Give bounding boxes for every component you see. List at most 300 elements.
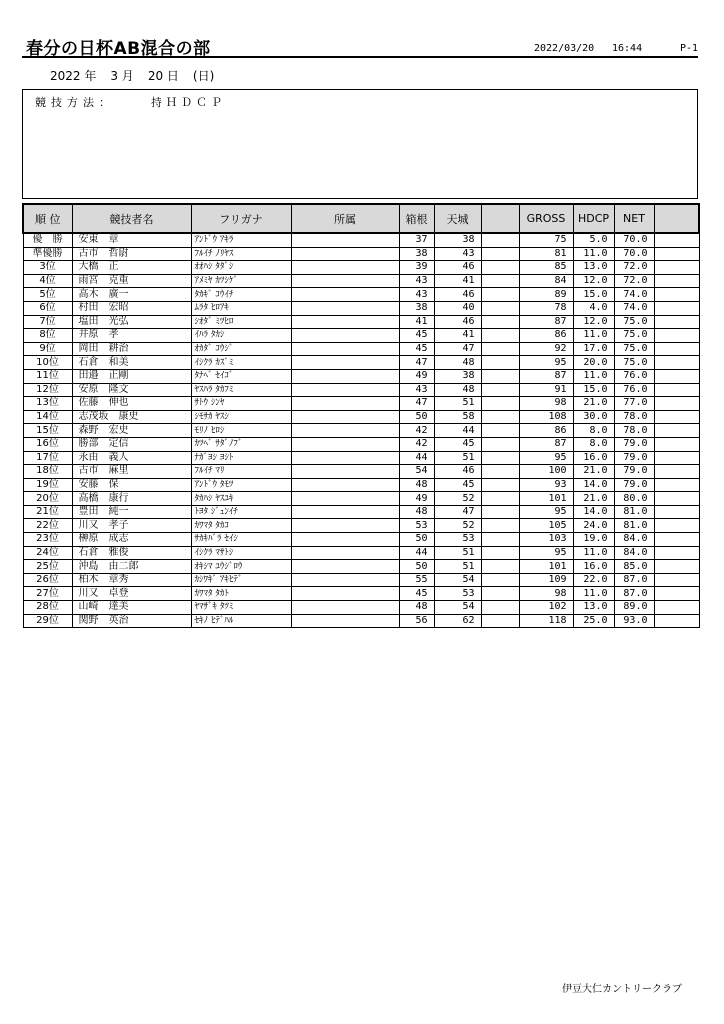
table-row [23,424,699,438]
cell-empty [654,519,699,533]
cell-in: 46 [434,315,481,329]
cell-rank: 18位 [23,465,72,479]
cell-out: 53 [399,519,434,533]
cell-net: 70.0 [614,233,654,247]
cell-empty [654,383,699,397]
cell-net: 79.0 [614,451,654,465]
cell-gross: 91 [519,383,573,397]
cell-out: 45 [399,587,434,601]
cell-empty [481,424,519,438]
method-label: 競技方法： [35,96,115,109]
cell-gross: 100 [519,465,573,479]
table-row [23,356,699,370]
cell-gross: 118 [519,614,573,628]
cell-hdcp: 16.0 [573,560,614,574]
cell-out: 54 [399,465,434,479]
cell-empty [654,369,699,383]
cell-net: 78.0 [614,410,654,424]
cell-aff [291,342,399,356]
cell-net: 75.0 [614,342,654,356]
cell-empty [481,587,519,601]
cell-aff [291,247,399,261]
cell-empty [481,301,519,315]
cell-kana: ｲｼｸﾗ ﾏｻﾄｼ [191,546,291,560]
col-gross: GROSS [519,204,573,233]
cell-in: 46 [434,465,481,479]
event-weekday: (日) [192,69,215,83]
cell-in: 51 [434,546,481,560]
cell-gross: 101 [519,492,573,506]
cell-gross: 102 [519,601,573,615]
cell-name: 石倉 和美 [72,356,191,370]
cell-aff [291,519,399,533]
table-row [23,492,699,506]
header-divider [22,56,698,58]
table-row [23,233,699,247]
cell-hdcp: 21.0 [573,397,614,411]
cell-kana: ﾀﾅﾍﾞ ｾｲｺﾞ [191,369,291,383]
cell-gross: 75 [519,233,573,247]
cell-in: 51 [434,451,481,465]
method-value: 持ＨＤＣＰ [151,96,226,109]
cell-gross: 101 [519,560,573,574]
cell-hdcp: 15.0 [573,288,614,302]
cell-out: 43 [399,383,434,397]
table-row [23,573,699,587]
col-extra [654,204,699,233]
cell-empty [654,397,699,411]
cell-name: 沖島 由二郎 [72,560,191,574]
cell-gross: 95 [519,505,573,519]
cell-kana: ﾀｶﾊｼ ﾔｽﾕｷ [191,492,291,506]
cell-out: 45 [399,329,434,343]
cell-in: 46 [434,261,481,275]
cell-in: 38 [434,233,481,247]
cell-empty [481,369,519,383]
cell-aff [291,383,399,397]
cell-empty [481,383,519,397]
cell-aff [291,614,399,628]
cell-net: 74.0 [614,288,654,302]
results-table [22,203,700,628]
cell-hdcp: 11.0 [573,369,614,383]
cell-rank: 7位 [23,315,72,329]
cell-hdcp: 11.0 [573,329,614,343]
cell-out: 39 [399,261,434,275]
cell-in: 48 [434,356,481,370]
cell-in: 62 [434,614,481,628]
cell-rank: 12位 [23,383,72,397]
cell-in: 51 [434,560,481,574]
cell-empty [654,451,699,465]
col-blank [481,204,519,233]
cell-out: 49 [399,492,434,506]
table-row [23,247,699,261]
cell-empty [481,519,519,533]
cell-name: 山崎 達美 [72,601,191,615]
cell-hdcp: 15.0 [573,383,614,397]
cell-rank: 16位 [23,437,72,451]
cell-empty [654,233,699,247]
cell-empty [654,505,699,519]
cell-in: 48 [434,383,481,397]
cell-gross: 86 [519,424,573,438]
cell-gross: 78 [519,301,573,315]
cell-kana: ｻﾄｳ ｼﾝﾔ [191,397,291,411]
event-date [50,67,228,84]
cell-empty [481,261,519,275]
cell-out: 43 [399,274,434,288]
table-row [23,274,699,288]
cell-gross: 98 [519,397,573,411]
cell-out: 48 [399,601,434,615]
cell-out: 44 [399,546,434,560]
table-header-row [23,204,699,233]
table-row [23,546,699,560]
cell-aff [291,560,399,574]
cell-gross: 105 [519,519,573,533]
col-hakone: 箱根 [399,204,434,233]
page-title: 春分の日杯AB混合の部 [26,39,211,59]
cell-rank: 9位 [23,342,72,356]
cell-in: 43 [434,247,481,261]
table-row [23,261,699,275]
cell-empty [654,437,699,451]
cell-name: 大橋 正 [72,261,191,275]
cell-empty [654,288,699,302]
cell-hdcp: 30.0 [573,410,614,424]
cell-in: 51 [434,397,481,411]
cell-gross: 93 [519,478,573,492]
cell-rank: 19位 [23,478,72,492]
cell-hdcp: 14.0 [573,478,614,492]
cell-net: 89.0 [614,601,654,615]
cell-kana: ｱﾒﾐﾔ ｶﾂｼｹﾞ [191,274,291,288]
cell-kana: ﾓﾘﾉ ﾋﾛｼ [191,424,291,438]
cell-empty [654,261,699,275]
cell-rank: 14位 [23,410,72,424]
cell-kana: ﾄﾖﾀ ｼﾞｭﾝｲﾁ [191,505,291,519]
cell-hdcp: 21.0 [573,492,614,506]
cell-kana: ｶﾜﾏﾀ ﾀｶｺ [191,519,291,533]
cell-net: 93.0 [614,614,654,628]
cell-hdcp: 20.0 [573,356,614,370]
cell-net: 75.0 [614,356,654,370]
cell-out: 48 [399,478,434,492]
cell-rank: 6位 [23,301,72,315]
cell-in: 40 [434,301,481,315]
cell-aff [291,533,399,547]
table-row [23,533,699,547]
table-row [23,587,699,601]
cell-net: 81.0 [614,519,654,533]
cell-hdcp: 11.0 [573,247,614,261]
cell-net: 74.0 [614,301,654,315]
cell-empty [654,492,699,506]
cell-hdcp: 4.0 [573,301,614,315]
cell-name: 永由 義人 [72,451,191,465]
cell-hdcp: 19.0 [573,533,614,547]
club-name: 伊豆大仁カントリークラブ [562,984,682,995]
cell-in: 52 [434,492,481,506]
print-time: 16:44 [612,43,643,54]
results-body [23,233,699,628]
cell-hdcp: 14.0 [573,505,614,519]
table-row [23,369,699,383]
cell-gross: 85 [519,261,573,275]
cell-aff [291,369,399,383]
cell-hdcp: 25.0 [573,614,614,628]
cell-empty [654,247,699,261]
cell-gross: 89 [519,288,573,302]
table-row [23,560,699,574]
cell-in: 47 [434,505,481,519]
cell-name: 石倉 雅俊 [72,546,191,560]
cell-name: 高橋 康行 [72,492,191,506]
table-row [23,288,699,302]
cell-gross: 87 [519,315,573,329]
cell-out: 50 [399,410,434,424]
cell-in: 45 [434,437,481,451]
cell-kana: ﾀｶｷﾞ ｺｳｲﾁ [191,288,291,302]
cell-kana: ｱﾝﾄﾞｳ ﾀﾓﾂ [191,478,291,492]
cell-kana: ﾑﾗﾀ ﾋﾛｱｷ [191,301,291,315]
cell-empty [654,410,699,424]
cell-empty [481,492,519,506]
cell-name: 古市 麻里 [72,465,191,479]
cell-rank: 20位 [23,492,72,506]
table-row [23,519,699,533]
cell-name: 川又 孝子 [72,519,191,533]
cell-name: 豊田 純一 [72,505,191,519]
cell-in: 46 [434,288,481,302]
table-row [23,315,699,329]
cell-aff [291,315,399,329]
cell-aff [291,329,399,343]
cell-kana: ﾔｽﾊﾗ ﾀｶﾌﾐ [191,383,291,397]
cell-empty [654,614,699,628]
cell-empty [654,465,699,479]
cell-in: 53 [434,587,481,601]
table-row [23,614,699,628]
cell-net: 79.0 [614,478,654,492]
col-net: NET [614,204,654,233]
cell-name: 田邉 正剛 [72,369,191,383]
cell-out: 43 [399,288,434,302]
cell-name: 岡田 耕治 [72,342,191,356]
cell-net: 75.0 [614,329,654,343]
cell-rank: 17位 [23,451,72,465]
cell-out: 44 [399,451,434,465]
cell-net: 80.0 [614,492,654,506]
cell-empty [481,288,519,302]
table-row [23,505,699,519]
cell-out: 50 [399,560,434,574]
cell-net: 79.0 [614,465,654,479]
cell-gross: 95 [519,356,573,370]
cell-net: 87.0 [614,587,654,601]
cell-gross: 92 [519,342,573,356]
cell-hdcp: 17.0 [573,342,614,356]
cell-name: 安原 隆文 [72,383,191,397]
cell-hdcp: 13.0 [573,261,614,275]
cell-empty [481,397,519,411]
cell-kana: ｼﾓｻｶ ﾔｽｼ [191,410,291,424]
cell-rank: 準優勝 [23,247,72,261]
cell-net: 85.0 [614,560,654,574]
cell-aff [291,587,399,601]
cell-out: 41 [399,315,434,329]
cell-empty [481,478,519,492]
cell-empty [654,342,699,356]
cell-hdcp: 8.0 [573,437,614,451]
cell-empty [481,329,519,343]
table-row [23,301,699,315]
cell-out: 47 [399,397,434,411]
cell-hdcp: 11.0 [573,546,614,560]
cell-aff [291,465,399,479]
cell-empty [481,573,519,587]
cell-aff [291,233,399,247]
cell-rank: 4位 [23,274,72,288]
cell-aff [291,410,399,424]
cell-kana: ｵｶﾀﾞ ｺｳｼﾞ [191,342,291,356]
cell-gross: 87 [519,369,573,383]
col-name: 競技者名 [72,204,191,233]
cell-empty [654,560,699,574]
cell-in: 54 [434,601,481,615]
col-affiliation: 所属 [291,204,399,233]
cell-aff [291,492,399,506]
cell-hdcp: 24.0 [573,519,614,533]
col-hdcp: HDCP [573,204,614,233]
cell-empty [654,315,699,329]
cell-hdcp: 5.0 [573,233,614,247]
cell-kana: ｱﾝﾄﾞｳ ｱｷﾗ [191,233,291,247]
cell-empty [654,329,699,343]
cell-gross: 95 [519,546,573,560]
cell-name: 関野 英治 [72,614,191,628]
cell-in: 41 [434,274,481,288]
cell-empty [654,546,699,560]
cell-rank: 5位 [23,288,72,302]
cell-kana: ﾅｶﾞﾖｼ ﾖｼﾄ [191,451,291,465]
table-row [23,397,699,411]
cell-kana: ｵｷｼﾏ ﾕｳｼﾞﾛｳ [191,560,291,574]
cell-empty [654,601,699,615]
cell-name: 古市 哲尉 [72,247,191,261]
cell-out: 37 [399,233,434,247]
cell-name: 柏木 章秀 [72,573,191,587]
page-number: P-1 [680,43,699,54]
cell-aff [291,301,399,315]
event-year: 2022 年 [50,69,97,83]
cell-out: 47 [399,356,434,370]
cell-rank: 10位 [23,356,72,370]
cell-empty [481,533,519,547]
cell-out: 38 [399,301,434,315]
cell-aff [291,505,399,519]
cell-in: 58 [434,410,481,424]
cell-aff [291,437,399,451]
cell-rank: 優 勝 [23,233,72,247]
cell-empty [654,274,699,288]
cell-rank: 15位 [23,424,72,438]
cell-empty [654,424,699,438]
cell-rank: 29位 [23,614,72,628]
cell-rank: 22位 [23,519,72,533]
cell-name: 川又 卓登 [72,587,191,601]
cell-aff [291,288,399,302]
cell-kana: ｶﾜﾏﾀ ﾀｶﾄ [191,587,291,601]
cell-gross: 98 [519,587,573,601]
cell-out: 48 [399,505,434,519]
table-row [23,601,699,615]
table-row [23,410,699,424]
cell-gross: 81 [519,247,573,261]
cell-hdcp: 12.0 [573,274,614,288]
cell-rank: 21位 [23,505,72,519]
cell-in: 54 [434,573,481,587]
table-row [23,451,699,465]
cell-aff [291,261,399,275]
cell-in: 44 [434,424,481,438]
cell-out: 42 [399,424,434,438]
cell-empty [481,247,519,261]
cell-hdcp: 13.0 [573,601,614,615]
cell-net: 84.0 [614,546,654,560]
table-row [23,478,699,492]
cell-kana: ｶｼﾜｷﾞ ｱｷﾋﾃﾞ [191,573,291,587]
cell-in: 45 [434,478,481,492]
cell-hdcp: 21.0 [573,465,614,479]
cell-name: 村田 宏昭 [72,301,191,315]
cell-empty [654,587,699,601]
cell-out: 56 [399,614,434,628]
cell-rank: 28位 [23,601,72,615]
cell-empty [481,601,519,615]
cell-out: 50 [399,533,434,547]
col-kana: フリガナ [191,204,291,233]
cell-empty [481,546,519,560]
cell-kana: ｶﾂﾍﾞ ｻﾀﾞﾉﾌﾞ [191,437,291,451]
cell-empty [654,533,699,547]
cell-net: 87.0 [614,573,654,587]
cell-net: 76.0 [614,383,654,397]
cell-aff [291,573,399,587]
cell-net: 72.0 [614,261,654,275]
cell-net: 77.0 [614,397,654,411]
cell-name: 佐藤 伸也 [72,397,191,411]
cell-kana: ｵｵﾊｼ ﾀﾀﾞｼ [191,261,291,275]
cell-name: 榊原 成志 [72,533,191,547]
table-row [23,465,699,479]
cell-in: 52 [434,519,481,533]
cell-out: 45 [399,342,434,356]
cell-aff [291,274,399,288]
cell-rank: 26位 [23,573,72,587]
cell-out: 49 [399,369,434,383]
cell-empty [481,342,519,356]
cell-empty [481,356,519,370]
cell-kana: ｼｵﾀﾞ ﾐﾂﾋﾛ [191,315,291,329]
cell-kana: ﾌﾙｲﾁ ﾏﾘ [191,465,291,479]
cell-net: 79.0 [614,437,654,451]
table-row [23,342,699,356]
cell-net: 70.0 [614,247,654,261]
table-row [23,383,699,397]
cell-name: 安藤 保 [72,478,191,492]
